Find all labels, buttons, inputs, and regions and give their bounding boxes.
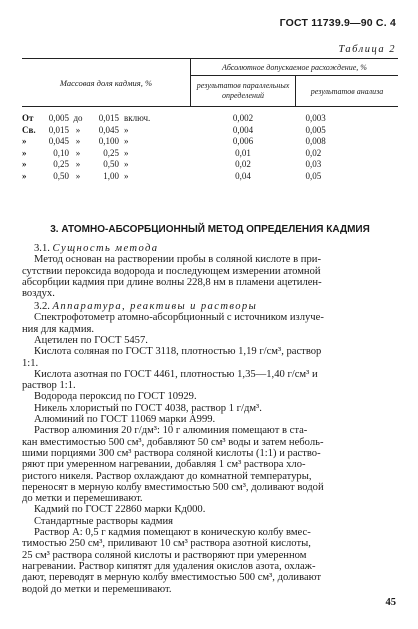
text-line: 1:1. xyxy=(22,357,39,369)
mass-fraction-range: » 0,045 » 0,100 » xyxy=(22,136,129,147)
mass-fraction-range: От 0,005 до 0,015 включ. xyxy=(22,113,151,123)
text-line: переносят в мерную колбу вместимостью 500 см³, доливают водой xyxy=(22,481,324,493)
table-row xyxy=(22,136,398,148)
text-line: ристого никеля. Раствор охлаждают до комнатной температуры, xyxy=(22,470,312,482)
tolerance-table xyxy=(22,58,398,183)
parallel-tolerance: 0,004 xyxy=(232,124,254,135)
analysis-tolerance: 0,02 xyxy=(305,147,322,158)
parallel-tolerance: 0,02 xyxy=(235,159,251,170)
text-line: Метод основан на растворении пробы в соляной кислоте в при- xyxy=(34,254,321,266)
subsection-number: 3.1. xyxy=(34,243,50,254)
subsection-3-1-text xyxy=(22,254,398,299)
parallel-tolerance: 0,006 xyxy=(232,136,254,147)
text-line: воздух. xyxy=(22,288,55,300)
text-line: дают, переводят в мерную колбу вместимостью 500 см³, доливают xyxy=(22,572,322,584)
text-line: Алюминий по ГОСТ 11069 марки А999. xyxy=(34,414,216,426)
section-heading: 3. АТОМНО-АБСОРБЦИОННЫЙ МЕТОД ОПРЕДЕЛЕНИЯ КАДМИЯ xyxy=(50,224,370,235)
text-line: Ацетилен по ГОСТ 5457. xyxy=(34,334,148,346)
col-group-header: Абсолютное допускаемое расхождение, % xyxy=(191,59,399,76)
text-line: Раствор алюминия 20 г/дм³: 10 г алюминия помещают в ста- xyxy=(34,425,308,437)
text-line: нагревании. Раствор кипятят для удаления окислов азота, охлаж- xyxy=(22,560,316,572)
analysis-tolerance: 0,03 xyxy=(305,159,322,170)
body-text xyxy=(22,243,398,595)
table-row xyxy=(22,125,398,137)
table-body xyxy=(22,107,398,183)
text-line: водой до метки и перемешивают. xyxy=(22,583,172,595)
analysis-tolerance: 0,005 xyxy=(305,124,326,135)
table-row xyxy=(22,171,398,183)
col-mass-fraction-header: Массовая доля кадмия, % xyxy=(22,59,191,107)
text-line: кан вместимостью 500 см³, добавляют 50 см³ воды и затем неболь- xyxy=(22,436,324,448)
text-line: шими порциями 300 см³ раствора соляной кислоты (1:1) и раство- xyxy=(22,447,321,459)
text-line: сутствии пероксида водорода и последующем измерении атомной xyxy=(22,265,321,277)
text-line: ряют при умеренном нагревании, добавляя 1 см³ раствора хло- xyxy=(22,459,306,471)
text-line: тимостью 250 см³, приливают 10 см³ раствора азотной кислоты, xyxy=(22,538,311,550)
text-line: Водорода пероксид по ГОСТ 10929. xyxy=(34,391,197,403)
col-parallel-header: результатов параллельных определений xyxy=(191,76,296,107)
table-row xyxy=(22,107,398,125)
parallel-tolerance: 0,04 xyxy=(235,170,251,181)
text-line: ния для кадмия. xyxy=(22,323,95,335)
text-line: Никель хлористый по ГОСТ 4038, раствор 1 г/дм³. xyxy=(34,402,262,414)
text-line: Кислота азотная по ГОСТ 4461, плотностью 1,35—1,40 г/см³ и xyxy=(34,368,318,380)
text-line: абсорбции кадмия при длине волны 228,8 нм в пламени ацетилен- xyxy=(22,276,322,288)
text-line: Стандартные растворы кадмия xyxy=(34,515,174,527)
analysis-tolerance: 0,003 xyxy=(305,113,326,123)
subsection-3-1-heading xyxy=(22,243,398,254)
col-analysis-header: результатов анализа xyxy=(310,86,384,96)
mass-fraction-range: » 0,25 » 0,50 » xyxy=(22,159,129,170)
text-line: Кислота соляная по ГОСТ 3118, плотностью 1,19 г/см³, раствор xyxy=(34,346,322,358)
subsection-3-2-text xyxy=(22,312,398,594)
table-row xyxy=(22,159,398,171)
analysis-tolerance: 0,008 xyxy=(305,136,326,147)
subsection-number: 3.2. xyxy=(34,301,50,313)
subsection-title: Аппаратура, реактивы и растворы xyxy=(52,301,258,313)
subsection-title: Сущность метода xyxy=(52,243,159,254)
page-number: 45 xyxy=(385,597,396,608)
mass-fraction-range: » 0,50 » 1,00 » xyxy=(22,170,129,181)
mass-fraction-range: » 0,10 » 0,25 » xyxy=(22,147,129,158)
table-row xyxy=(22,148,398,160)
text-line: Раствор А: 0,5 г кадмия помещают в коническую колбу вмес- xyxy=(34,527,311,539)
parallel-tolerance: 0,002 xyxy=(232,113,254,123)
text-line: раствор 1:1. xyxy=(22,380,76,392)
mass-fraction-range: Св. 0,015 » 0,045 » xyxy=(22,124,129,135)
parallel-tolerance: 0,01 xyxy=(235,147,251,158)
document-header: ГОСТ 11739.9—90 С. 4 xyxy=(279,17,396,29)
text-line: до метки и перемешивают. xyxy=(22,493,143,505)
subsection-3-2-heading xyxy=(22,301,398,312)
text-line: 25 см³ раствора соляной кислоты и растворяют при умеренном xyxy=(22,549,307,561)
table-title: Таблица 2 xyxy=(338,44,396,55)
analysis-tolerance: 0,05 xyxy=(305,170,322,181)
text-line: Спектрофотометр атомно-абсорбционный с источником излуче- xyxy=(34,312,324,324)
text-line: Кадмий по ГОСТ 22860 марки Кд000. xyxy=(34,504,206,516)
